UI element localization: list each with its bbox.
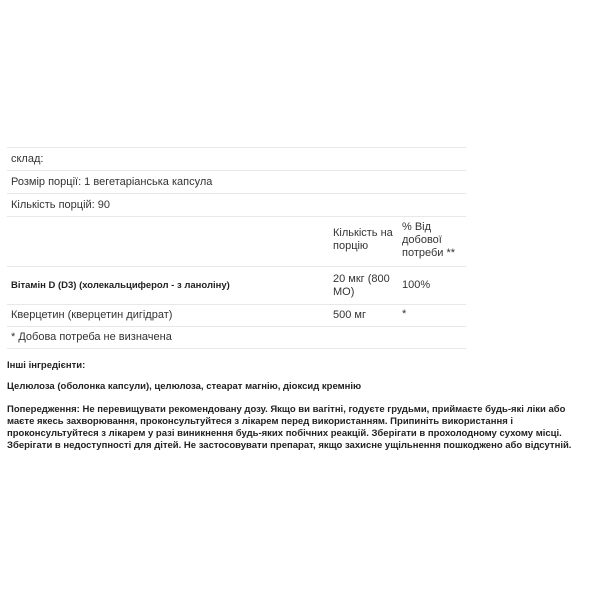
ingredient-amount: 500 мг — [333, 309, 366, 321]
header-daily-value: % Від добової потреби ** — [402, 221, 456, 259]
ingredient-name: Кверцетин (кверцетин дигідрат) — [11, 309, 173, 321]
footnote-row — [7, 326, 466, 349]
table-row — [7, 266, 466, 304]
other-ingredients-text: Целюлоза (оболонка капсули), целюлоза, стеарат магнію, діоксид кремнію — [7, 381, 362, 392]
ingredient-name: Вітамін D (D3) (холекальциферол - з ланоліну) — [11, 280, 230, 291]
serving-size-row — [7, 170, 466, 193]
servings-count-row — [7, 193, 466, 216]
composition-table — [7, 147, 466, 349]
warning-text: Попередження: Не перевищувати рекомендовану дозу. Якщо ви вагітні, годуєте грудьми, приймаєте будь-які ліки або маєте якесь захворювання, проконсультуйтеся з лікарем перед використанням. Припиніть використання і проконсультуйтеся з лікарем у разі виникнення будь-яких побічних реакцій. Зберігати в прохолодному сухому місці. Зберігати в недоступності для дітей. Не застосовувати препарат, якщо захисне ущільнення пошкоджено або відсутній. — [7, 404, 572, 451]
header-amount: Кількість на порцію — [333, 227, 393, 252]
composition-title: склад: — [11, 152, 44, 165]
serving-size: Розмір порції: 1 вегетаріанська капсула — [11, 175, 213, 188]
table-header-row — [7, 216, 466, 266]
servings-count: Кількість порцій: 90 — [11, 198, 111, 211]
composition-title-row — [7, 147, 466, 170]
other-ingredients-title: Інші інгредієнти: — [7, 360, 86, 371]
table-row — [7, 304, 466, 326]
ingredient-amount: 20 мкг (800 МО) — [333, 272, 390, 298]
footnote: * Добова потреба не визначена — [11, 331, 172, 343]
ingredient-daily-value: 100% — [402, 279, 431, 291]
ingredient-daily-value: * — [402, 308, 407, 320]
